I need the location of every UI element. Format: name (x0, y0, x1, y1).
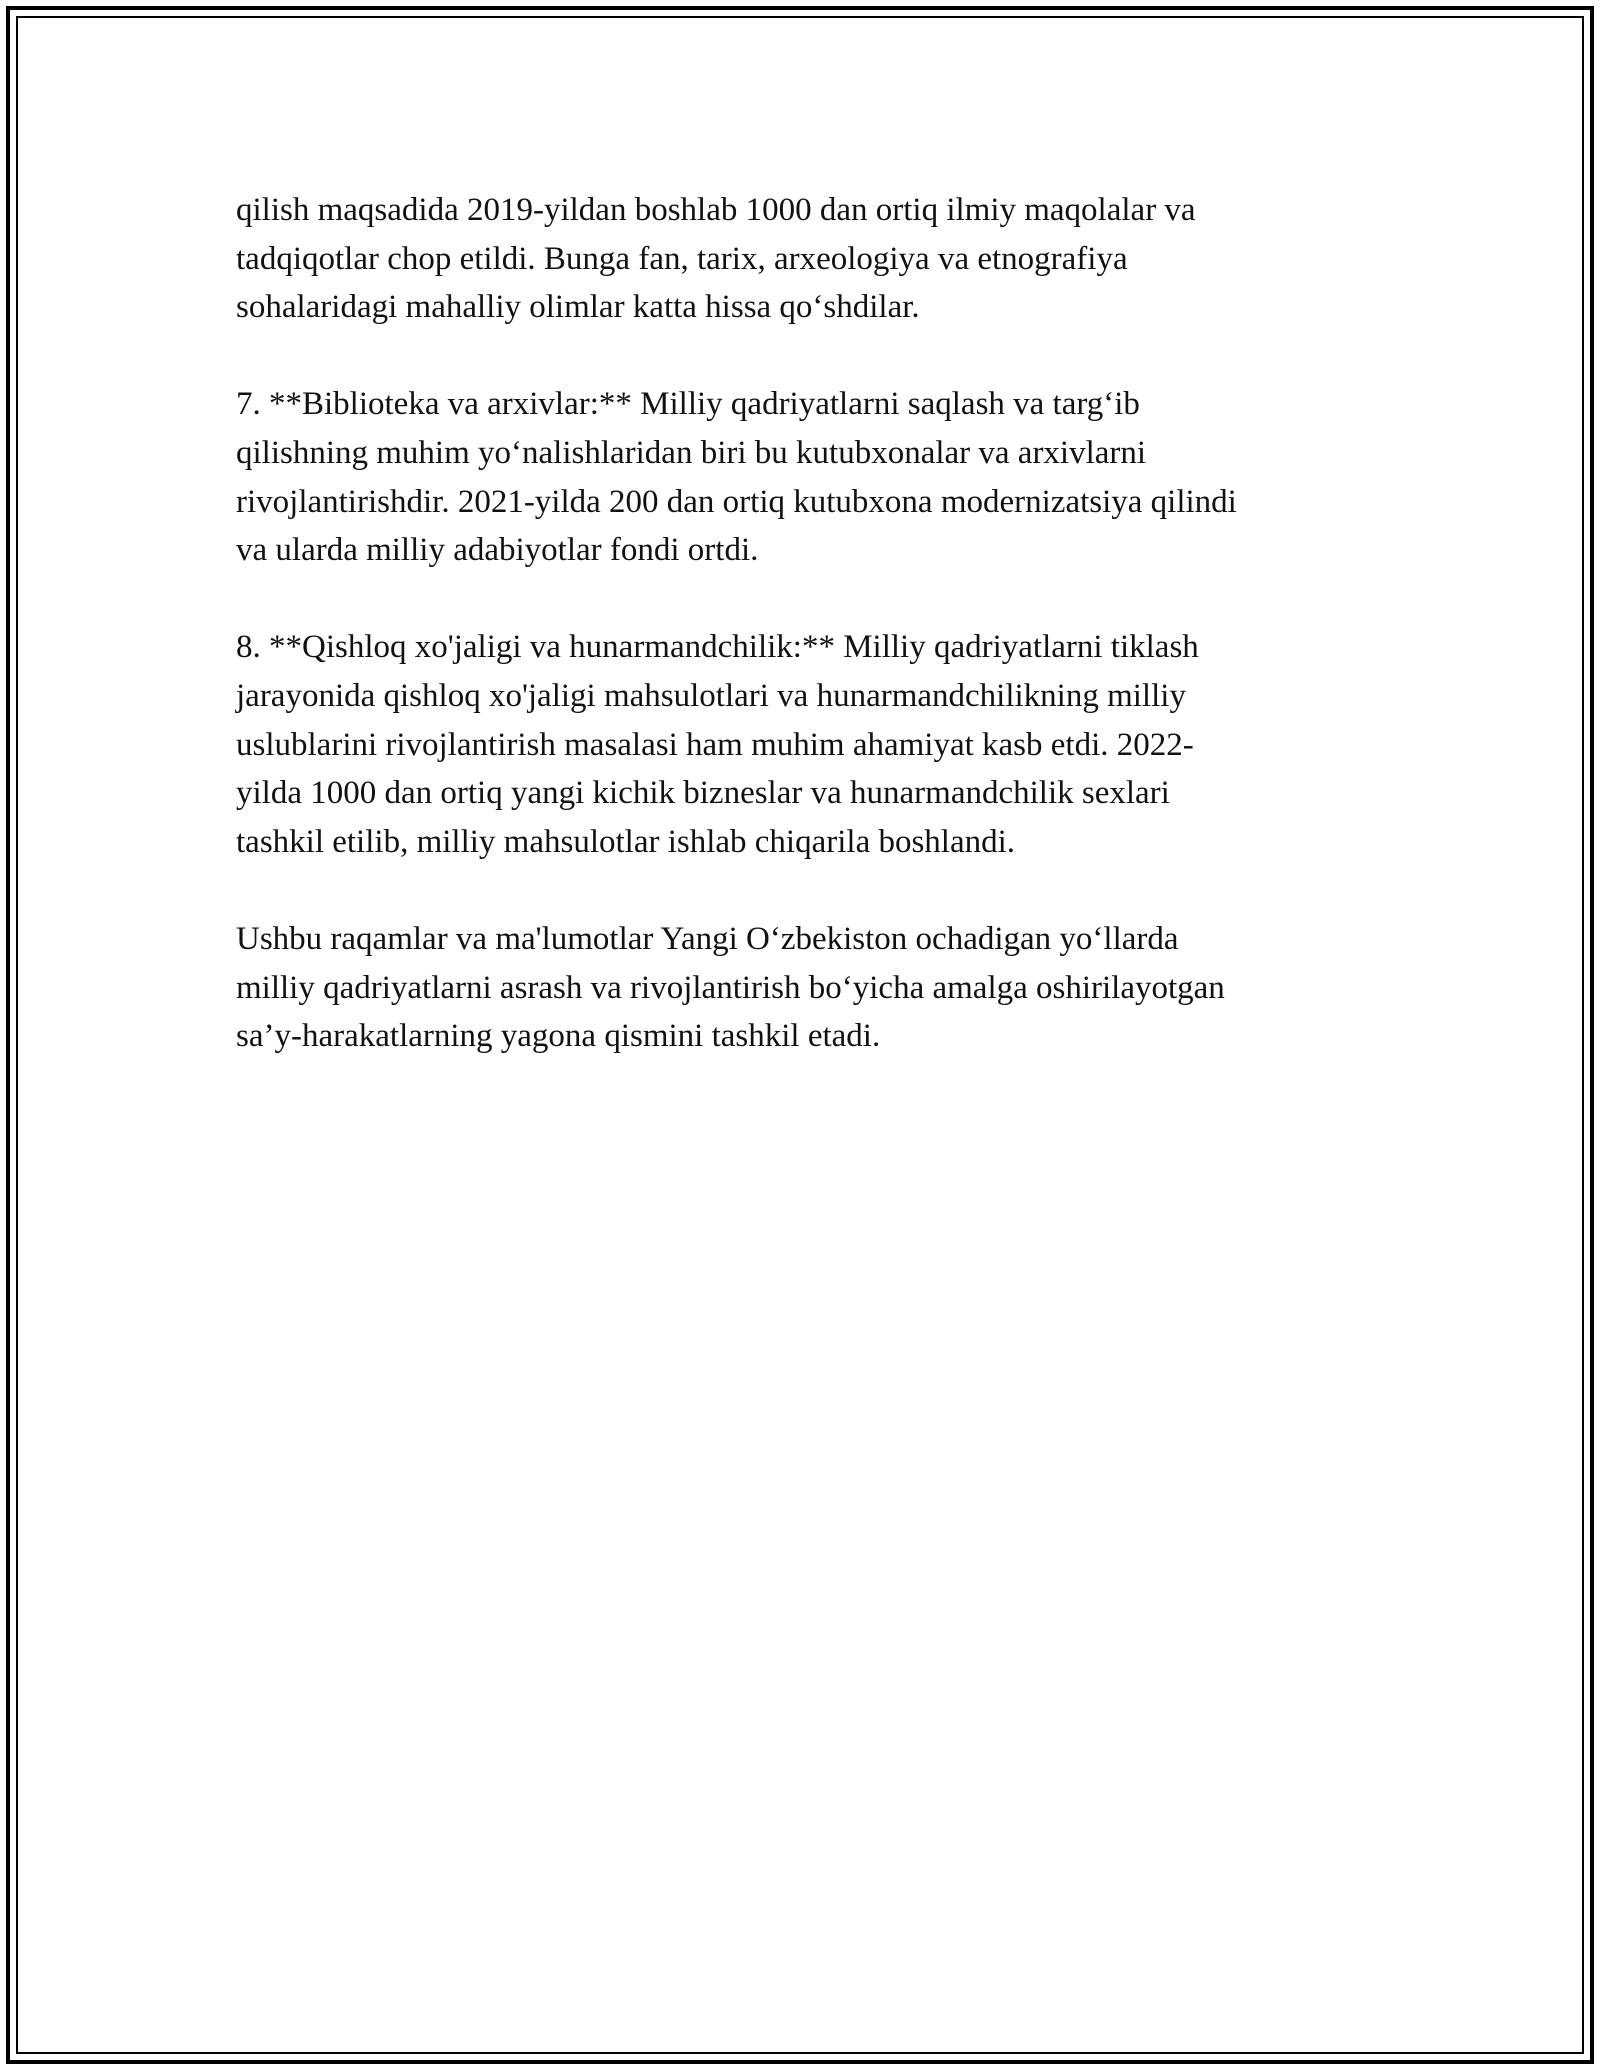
document-body (236, 186, 1366, 1109)
paragraph-libraries-archives: 7. **Biblioteka va arxivlar:** Milliy qadriyatlarni saqlash va targ‘ib qilishning muhim yo‘nalishlaridan biri bu kutubxonalar va arxivlarni rivojlantirishdir. 2021-yilda 200 dan ortiq kutubxona modernizatsiya qilindi va ularda milliy adabiyotlar fondi ortdi. (236, 386, 1237, 569)
paragraph-conclusion: Ushbu raqamlar va ma'lumotlar Yangi O‘zbekiston ochadigan yo‘llarda milliy qadriyatlarni asrash va rivojlantirish bo‘yicha amalga oshirilayotgan sa’y-harakatlarning yagona qismini tashkil etadi. (236, 920, 1225, 1055)
paragraph-agriculture-crafts: 8. **Qishloq xo'jaligi va hunarmandchilik:** Milliy qadriyatlarni tiklash jarayonida qishloq xo'jaligi mahsulotlari va hunarmandchilikning milliy uslublarini rivojlantirish masalasi ham muhim ahamiyat kasb etdi. 2022- yilda 1000 dan ortiq yangi kichik bizneslar va hunarmandchilik sexlari tashkil etilib, milliy mahsulotlar ishlab chiqarila boshlandi. (236, 629, 1199, 860)
paragraph-research-publications: qilish maqsadida 2019-yildan boshlab 1000 dan ortiq ilmiy maqolalar va tadqiqotlar chop etildi. Bunga fan, tarix, arxeologiya va etnografiya sohalaridagi mahalliy olimlar katta hissa qo‘shdilar. (236, 192, 1196, 326)
